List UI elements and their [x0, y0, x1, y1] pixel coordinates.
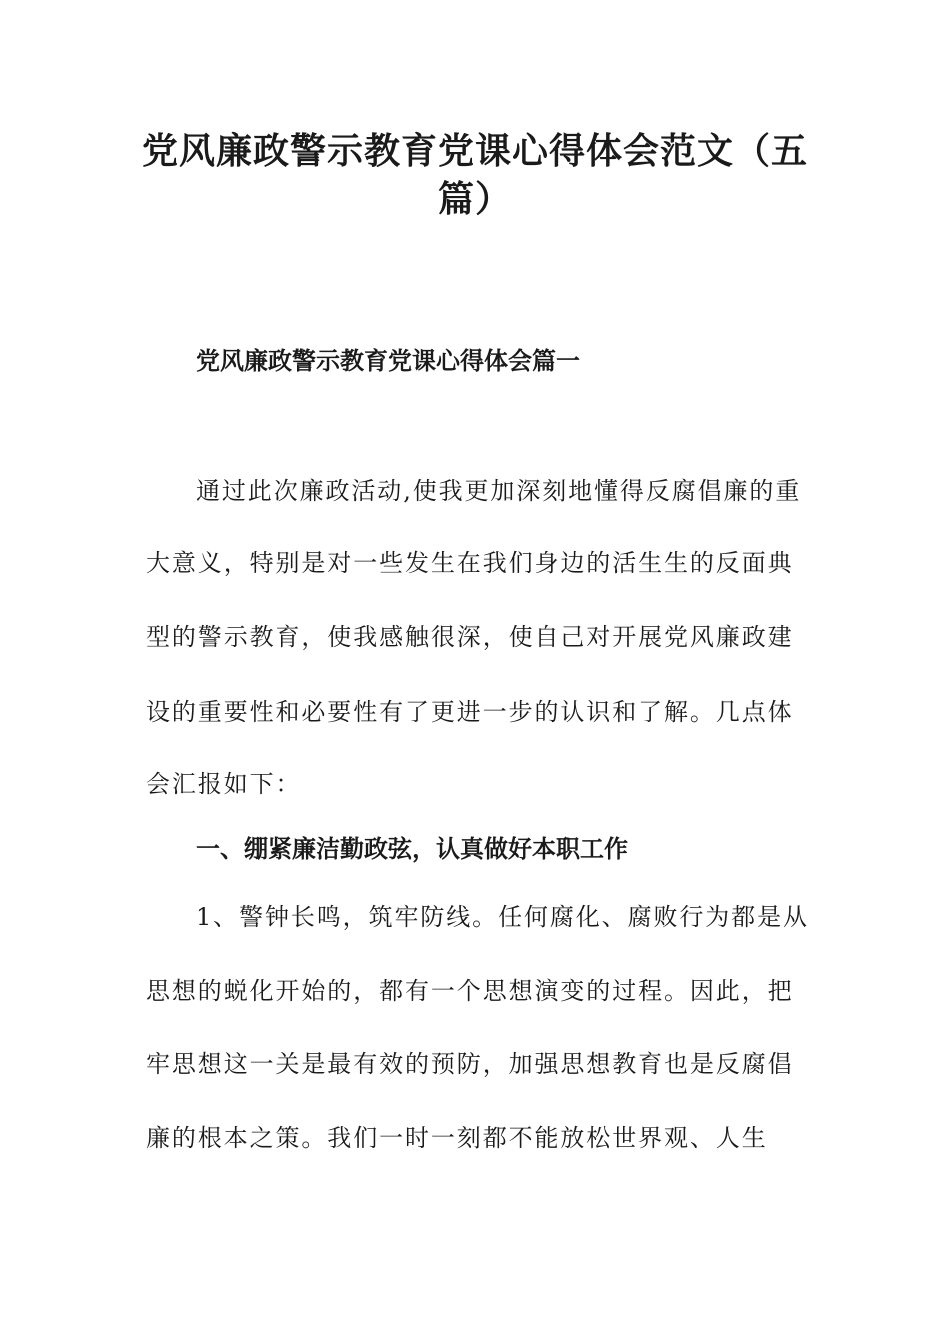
paragraph-2-line-1: 1、警钟长鸣，筑牢防线。任何腐化、腐败行为都是从	[196, 903, 809, 931]
paragraph-1-line-5: 会汇报如下：	[146, 770, 302, 798]
paragraph-2-line-3: 牢思想这一关是最有效的预防，加强思想教育也是反腐倡	[146, 1050, 794, 1078]
paragraph-1-line-4: 设的重要性和必要性有了更进一步的认识和了解。几点体	[146, 698, 794, 726]
paragraph-1-line-1: 通过此次廉政活动,使我更加深刻地懂得反腐倡廉的重	[196, 477, 802, 505]
chapter-heading: 党风廉政警示教育党课心得体会篇一	[196, 347, 580, 375]
section-heading: 一、绷紧廉洁勤政弦，认真做好本职工作	[196, 835, 628, 863]
document-title-line-2: 篇）	[437, 179, 512, 220]
paragraph-2-line-2: 思想的蜕化开始的，都有一个思想演变的过程。因此，把	[146, 977, 794, 1005]
document-title-line-1: 党风廉政警示教育党课心得体会范文（五	[141, 131, 808, 172]
paragraph-2-line-4: 廉的根本之策。我们一时一刻都不能放松世界观、人生	[146, 1124, 768, 1152]
paragraph-1-line-2: 大意义，特别是对一些发生在我们身边的活生生的反面典	[146, 549, 794, 577]
paragraph-1-line-3: 型的警示教育，使我感触很深，使自己对开展党风廉政建	[146, 623, 794, 651]
